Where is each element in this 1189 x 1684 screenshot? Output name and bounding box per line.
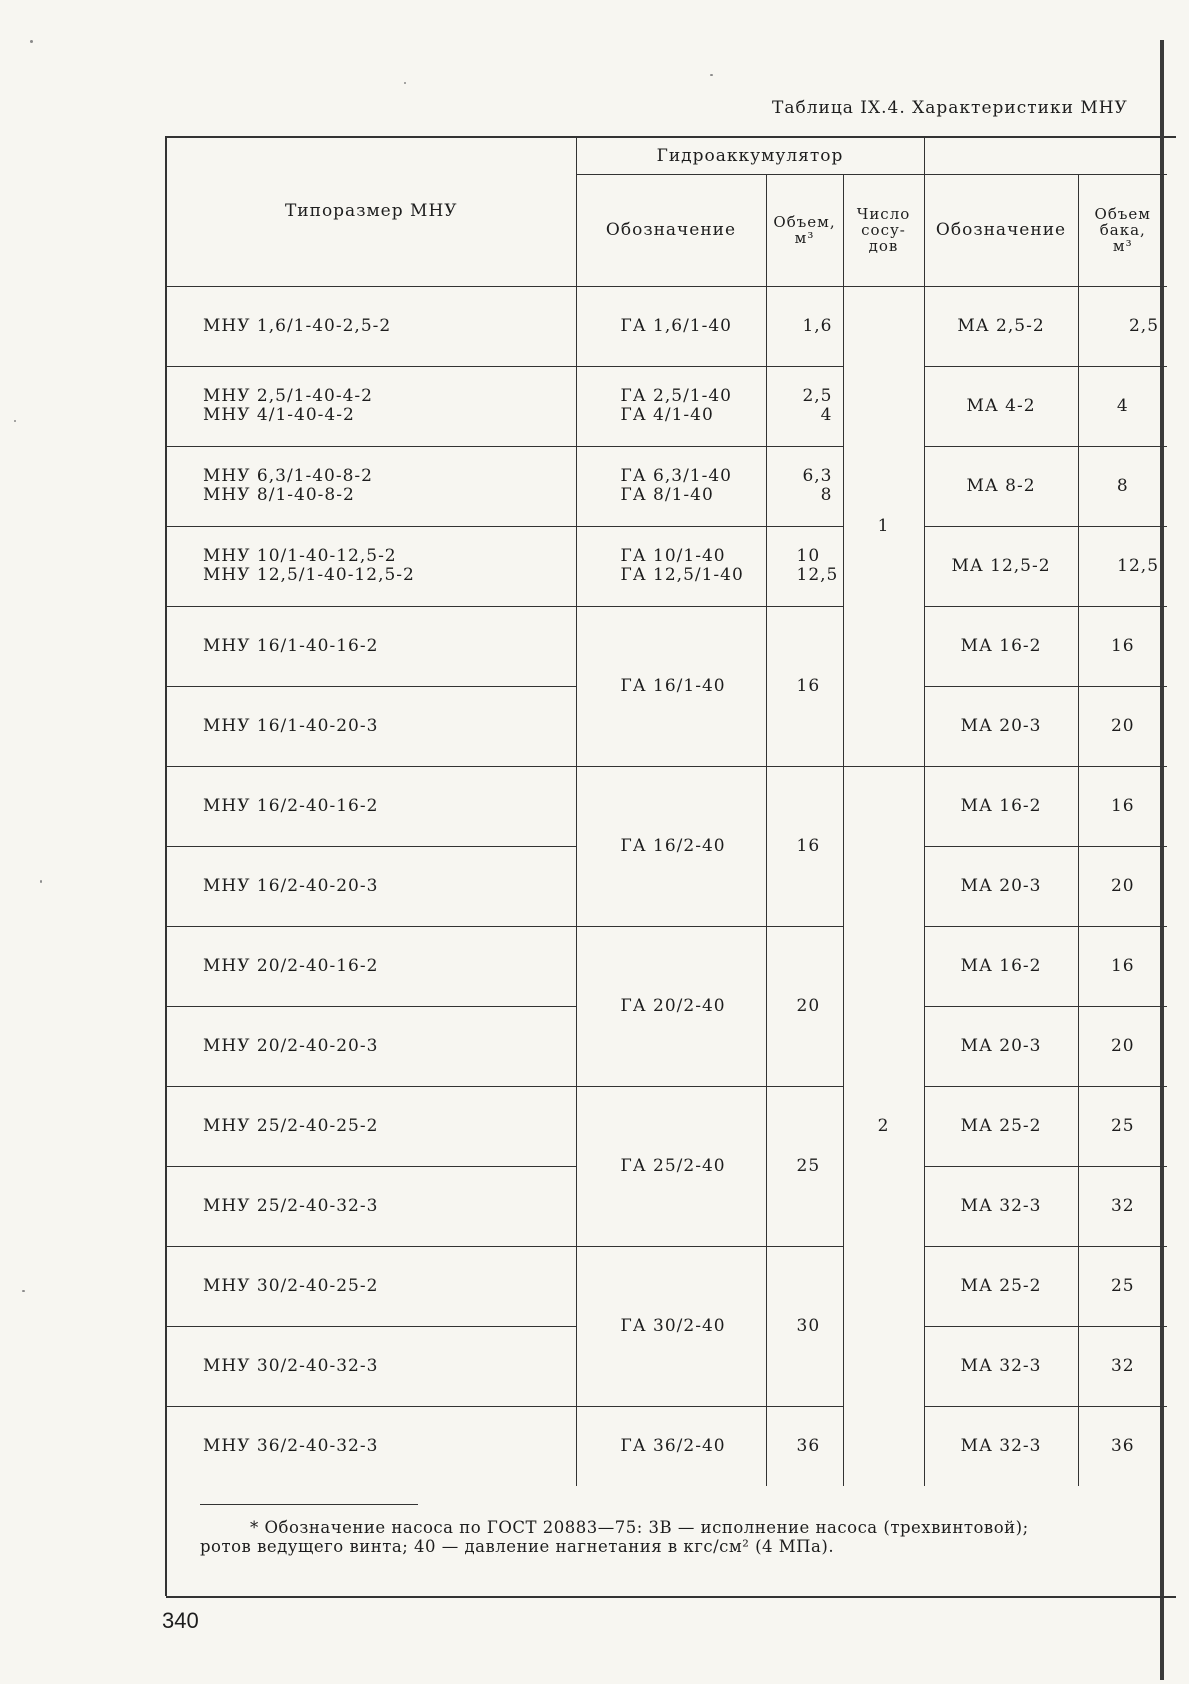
header-acc-volume-line1: Объем, bbox=[773, 213, 836, 231]
size-cell bbox=[167, 366, 576, 446]
ma-cell: МА 16-2 bbox=[924, 606, 1078, 686]
scan-speck bbox=[710, 74, 713, 76]
table-row bbox=[167, 1406, 1167, 1486]
ma-cell: МА 16-2 bbox=[924, 926, 1078, 1006]
ga-value: ГА 25/2-40 bbox=[620, 1155, 726, 1176]
table-row bbox=[167, 1086, 1167, 1166]
ga-cell bbox=[576, 926, 766, 1086]
size-cell bbox=[167, 846, 576, 926]
size-value: МНУ 20/2-40-16-2 bbox=[203, 955, 379, 976]
ma-volume-cell: 16 bbox=[1078, 606, 1167, 686]
size-cell bbox=[167, 1006, 576, 1086]
ma-volume-cell: 32 bbox=[1078, 1166, 1167, 1246]
header-acc-volume bbox=[766, 174, 843, 286]
size-cell bbox=[167, 606, 576, 686]
footnote-line-2: ротов ведущего винта; 40 — давление нагнетания в кгс/см² (4 МПа). bbox=[200, 1537, 835, 1556]
size-value: МНУ 16/2-40-20-3 bbox=[203, 875, 379, 896]
ga-volume-value: 20 bbox=[796, 995, 821, 1016]
ga-value: ГА 20/2-40 bbox=[620, 995, 726, 1016]
table-row bbox=[167, 366, 1167, 446]
scan-speck bbox=[40, 880, 42, 883]
ma-cell: МА 20-3 bbox=[924, 846, 1078, 926]
ga-volume-value: 30 bbox=[796, 1315, 821, 1336]
ma-volume-cell: 16 bbox=[1078, 766, 1167, 846]
ga-volume-value: 4 bbox=[820, 405, 833, 425]
footnote bbox=[200, 1518, 1160, 1556]
header-tank-group bbox=[924, 138, 1167, 174]
ma-volume-cell: 25 bbox=[1078, 1246, 1167, 1326]
ga-volume-value: 2,5 bbox=[802, 386, 833, 406]
size-cell bbox=[167, 1086, 576, 1166]
ma-volume-cell: 16 bbox=[1078, 926, 1167, 1006]
ga-volume-value: 16 bbox=[796, 835, 821, 856]
size-value: МНУ 2,5/1-40-4-2 bbox=[203, 386, 373, 406]
header-accumulator-group: Гидроаккумулятор bbox=[576, 138, 924, 174]
size-value: МНУ 1,6/1-40-2,5-2 bbox=[203, 315, 392, 336]
size-cell bbox=[167, 286, 576, 366]
ga-volume-cell bbox=[766, 1406, 843, 1486]
ga-value: ГА 2,5/1-40 bbox=[620, 386, 732, 406]
table-row bbox=[167, 1246, 1167, 1326]
header-vessels-line1: Число bbox=[856, 205, 911, 223]
size-cell bbox=[167, 1326, 576, 1406]
ga-value: ГА 8/1-40 bbox=[620, 485, 714, 505]
size-value: МНУ 30/2-40-32-3 bbox=[203, 1355, 379, 1376]
page-number: 340 bbox=[162, 1608, 199, 1633]
ga-volume-cell bbox=[766, 606, 843, 766]
header-acc-designation: Обозначение bbox=[576, 174, 766, 286]
ga-volume-cell bbox=[766, 366, 843, 446]
header-vessels bbox=[843, 174, 924, 286]
size-cell bbox=[167, 526, 576, 606]
ma-cell: МА 25-2 bbox=[924, 1086, 1078, 1166]
table-row bbox=[167, 286, 1167, 366]
ma-cell: МА 20-3 bbox=[924, 686, 1078, 766]
ga-volume-cell bbox=[766, 446, 843, 526]
size-value: МНУ 25/2-40-25-2 bbox=[203, 1115, 379, 1136]
ga-volume-value: 36 bbox=[796, 1435, 821, 1456]
ga-volume-cell bbox=[766, 286, 843, 366]
ga-volume-value: 10 bbox=[796, 546, 821, 566]
size-value: МНУ 10/1-40-12,5-2 bbox=[203, 546, 397, 566]
ga-cell bbox=[576, 526, 766, 606]
ga-value: ГА 30/2-40 bbox=[620, 1315, 726, 1336]
size-cell bbox=[167, 766, 576, 846]
size-value: МНУ 8/1-40-8-2 bbox=[203, 485, 355, 505]
ma-volume-cell: 2,5 bbox=[1078, 286, 1167, 366]
size-cell bbox=[167, 926, 576, 1006]
ga-volume-cell bbox=[766, 1246, 843, 1406]
ga-value: ГА 36/2-40 bbox=[620, 1435, 726, 1456]
size-cell bbox=[167, 686, 576, 766]
footnote-line-1: * Обозначение насоса по ГОСТ 20883—75: 3В — исполнение насоса (трехвинтовой); bbox=[250, 1518, 1029, 1537]
ma-volume-cell: 25 bbox=[1078, 1086, 1167, 1166]
vessels-cell-group1: 1 bbox=[843, 286, 924, 766]
ma-volume-cell: 32 bbox=[1078, 1326, 1167, 1406]
ga-value: ГА 1,6/1-40 bbox=[620, 315, 732, 336]
size-cell bbox=[167, 1246, 576, 1326]
ma-volume-cell: 20 bbox=[1078, 846, 1167, 926]
table-row bbox=[167, 926, 1167, 1006]
header-vessels-line2: сосу- bbox=[861, 221, 906, 239]
table-caption: Таблица IX.4. Характеристики МНУ bbox=[772, 98, 1128, 118]
ga-value: ГА 16/1-40 bbox=[620, 675, 726, 696]
header-acc-volume-line2: м³ bbox=[794, 229, 815, 247]
size-cell bbox=[167, 1166, 576, 1246]
size-cell bbox=[167, 446, 576, 526]
ma-cell: МА 32-3 bbox=[924, 1166, 1078, 1246]
ma-cell: МА 12,5-2 bbox=[924, 526, 1078, 606]
size-value: МНУ 16/2-40-16-2 bbox=[203, 795, 379, 816]
ga-cell bbox=[576, 606, 766, 766]
ga-volume-value: 12,5 bbox=[796, 565, 839, 585]
footnote-rule bbox=[200, 1504, 418, 1505]
ma-volume-cell: 8 bbox=[1078, 446, 1167, 526]
size-cell bbox=[167, 1406, 576, 1486]
table-row bbox=[167, 446, 1167, 526]
ga-value: ГА 12,5/1-40 bbox=[620, 565, 744, 585]
header-tank-volume-line3: м³ bbox=[1112, 237, 1133, 255]
ga-cell bbox=[576, 286, 766, 366]
ga-cell bbox=[576, 1406, 766, 1486]
ga-volume-cell bbox=[766, 766, 843, 926]
size-value: МНУ 6,3/1-40-8-2 bbox=[203, 466, 373, 486]
ma-cell: МА 16-2 bbox=[924, 766, 1078, 846]
header-size: Типоразмер МНУ bbox=[167, 138, 576, 286]
scan-speck bbox=[30, 40, 33, 43]
size-value: МНУ 30/2-40-25-2 bbox=[203, 1275, 379, 1296]
vessels-cell-group2: 2 bbox=[843, 766, 924, 1486]
scan-speck bbox=[404, 82, 406, 84]
ga-cell bbox=[576, 1086, 766, 1246]
size-value: МНУ 25/2-40-32-3 bbox=[203, 1195, 379, 1216]
ga-value: ГА 4/1-40 bbox=[620, 405, 714, 425]
ga-cell bbox=[576, 766, 766, 926]
ma-cell: МА 4-2 bbox=[924, 366, 1078, 446]
scan-speck bbox=[22, 1290, 25, 1292]
size-value: МНУ 16/1-40-20-3 bbox=[203, 715, 379, 736]
ga-volume-cell bbox=[766, 526, 843, 606]
ma-cell: МА 2,5-2 bbox=[924, 286, 1078, 366]
header-vessels-line3: дов bbox=[868, 237, 899, 255]
ga-volume-cell bbox=[766, 1086, 843, 1246]
ga-volume-value: 1,6 bbox=[802, 315, 833, 336]
ma-cell: МА 32-3 bbox=[924, 1406, 1078, 1486]
ma-cell: МА 25-2 bbox=[924, 1246, 1078, 1326]
ga-cell bbox=[576, 366, 766, 446]
ga-volume-value: 25 bbox=[796, 1155, 821, 1176]
mnu-characteristics-table bbox=[167, 138, 1167, 1486]
ga-value: ГА 6,3/1-40 bbox=[620, 466, 732, 486]
table-row bbox=[167, 766, 1167, 846]
ga-volume-cell bbox=[766, 926, 843, 1086]
ga-volume-value: 16 bbox=[796, 675, 821, 696]
ga-cell bbox=[576, 1246, 766, 1406]
ga-volume-value: 8 bbox=[820, 485, 833, 505]
ma-cell: МА 20-3 bbox=[924, 1006, 1078, 1086]
size-value: МНУ 12,5/1-40-12,5-2 bbox=[203, 565, 415, 585]
header-tank-volume bbox=[1078, 174, 1167, 286]
ma-volume-cell: 12,5 bbox=[1078, 526, 1167, 606]
table-bottom-border bbox=[166, 1596, 1176, 1598]
ga-value: ГА 16/2-40 bbox=[620, 835, 726, 856]
table-row bbox=[167, 526, 1167, 606]
ga-cell bbox=[576, 446, 766, 526]
size-value: МНУ 20/2-40-20-3 bbox=[203, 1035, 379, 1056]
table-row bbox=[167, 606, 1167, 686]
ma-volume-cell: 20 bbox=[1078, 1006, 1167, 1086]
size-value: МНУ 4/1-40-4-2 bbox=[203, 405, 355, 425]
ma-volume-cell: 4 bbox=[1078, 366, 1167, 446]
ga-volume-value: 6,3 bbox=[802, 466, 833, 486]
header-tank-volume-line1: Объем bbox=[1094, 205, 1151, 223]
ma-cell: МА 32-3 bbox=[924, 1326, 1078, 1406]
ma-cell: МА 8-2 bbox=[924, 446, 1078, 526]
ga-value: ГА 10/1-40 bbox=[620, 546, 726, 566]
size-value: МНУ 16/1-40-16-2 bbox=[203, 635, 379, 656]
header-tank-designation: Обозначение bbox=[924, 174, 1078, 286]
ma-volume-cell: 36 bbox=[1078, 1406, 1167, 1486]
header-tank-volume-line2: бака, bbox=[1099, 221, 1146, 239]
ma-volume-cell: 20 bbox=[1078, 686, 1167, 766]
size-value: МНУ 36/2-40-32-3 bbox=[203, 1435, 379, 1456]
scan-speck bbox=[14, 420, 16, 422]
